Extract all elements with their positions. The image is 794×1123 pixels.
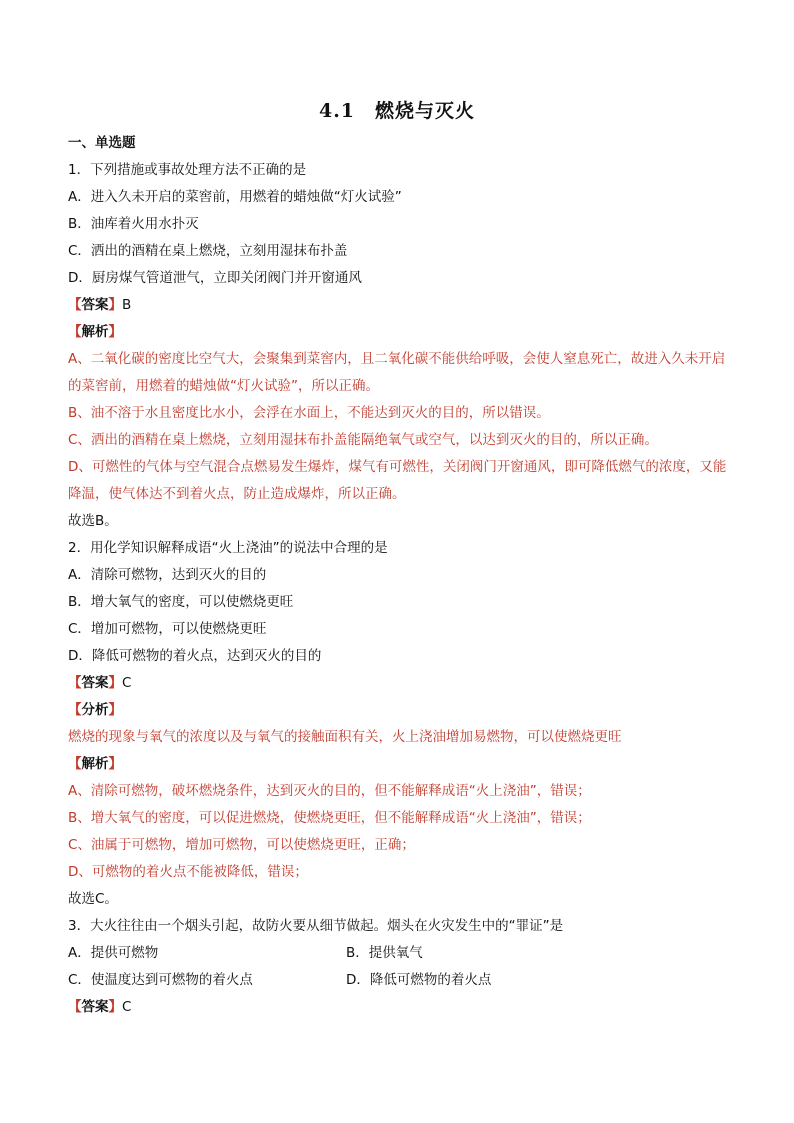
answer-line: [68, 670, 732, 697]
answer-line: [68, 292, 732, 319]
answer-value: B: [122, 297, 132, 313]
document-body: [68, 130, 732, 1021]
option-d: D．厨房煤气管道泄气，立即关闭阀门并开窗通风: [68, 270, 362, 286]
option-a: A．提供可燃物: [68, 945, 159, 961]
question-stem: 3．大火往往由一个烟头引起，故防火要从细节做起。烟头在火灾发生中的“罪证”是: [68, 918, 564, 934]
analysis-a: A、二氧化碳的密度比空气大，会聚集到菜窖内，且二氧化碳不能供给呼吸，会使人窒息死亡，故进入久未开启的菜窖前，用燃着的蜡烛做“灯火试验”，所以正确。: [68, 351, 726, 394]
answer-value: C: [122, 999, 132, 1015]
analysis-b: B、油不溶于水且密度比水小，会浮在水面上，不能达到灭火的目的，所以错误。: [68, 405, 550, 421]
answer-tag: 【答案】: [68, 999, 122, 1015]
analysis-c: C、洒出的酒精在桌上燃烧，立刻用湿抹布扑盖能隔绝氧气或空气，以达到灭火的目的，所以正确。: [68, 432, 658, 448]
answer-tag: 【答案】: [68, 675, 122, 691]
option-c: C．洒出的酒精在桌上燃烧，立刻用湿抹布扑盖: [68, 243, 348, 259]
option-c: C．增加可燃物，可以使燃烧更旺: [68, 621, 267, 637]
analysis-d: D、可燃性的气体与空气混合点燃易发生爆炸，煤气有可燃性，关闭阀门开窗通风，即可降低燃气的浓度，又能降温，使气体达不到着火点，防止造成爆炸，所以正确。: [68, 459, 727, 502]
section-heading: 一、单选题: [68, 135, 136, 151]
question-2: [68, 535, 732, 913]
answer-line: [68, 994, 732, 1021]
analysis-tag: 【解析】: [68, 324, 122, 340]
question-stem: 2．用化学知识解释成语“火上浇油”的说法中合理的是: [68, 540, 388, 556]
options-row-1: [68, 940, 732, 967]
option-d: D．降低可燃物的着火点，达到灭火的目的: [68, 648, 322, 664]
conclusion: 故选C。: [68, 891, 118, 907]
question-1: [68, 157, 732, 535]
page-title: 4.1 燃烧与灭火: [318, 100, 476, 122]
option-a: A．进入久未开启的菜窖前，用燃着的蜡烛做“灯火试验”: [68, 189, 402, 205]
analysis-b: B、增大氧气的密度，可以促进燃烧，使燃烧更旺，但不能解释成语“火上浇油”，错误；: [68, 810, 591, 826]
question-3: [68, 913, 732, 1021]
analysis-d: D、可燃物的着火点不能被降低，错误；: [68, 864, 308, 880]
analysis-c: C、油属于可燃物，增加可燃物，可以使燃烧更旺，正确；: [68, 837, 415, 853]
option-b: B．油库着火用水扑灭: [68, 216, 199, 232]
option-b: B．提供氧气: [346, 945, 423, 961]
option-a: A．清除可燃物，达到灭火的目的: [68, 567, 267, 583]
options-row-2: [68, 967, 732, 994]
analysis-a: A、清除可燃物，破坏燃烧条件，达到灭火的目的，但不能解释成语“火上浇油”，错误；: [68, 783, 591, 799]
fenxi-text: 燃烧的现象与氧气的浓度以及与氧气的接触面积有关，火上浇油增加易燃物，可以使燃烧更旺: [68, 729, 622, 745]
option-c: C．使温度达到可燃物的着火点: [68, 972, 253, 988]
answer-tag: 【答案】: [68, 297, 122, 313]
fenxi-tag: 【分析】: [68, 702, 122, 718]
option-b: B．增大氧气的密度，可以使燃烧更旺: [68, 594, 294, 610]
answer-value: C: [122, 675, 132, 691]
question-stem: 1．下列措施或事故处理方法不正确的是: [68, 162, 307, 178]
analysis-tag: 【解析】: [68, 756, 122, 772]
conclusion: 故选B。: [68, 513, 118, 529]
option-d: D．降低可燃物的着火点: [346, 972, 492, 988]
